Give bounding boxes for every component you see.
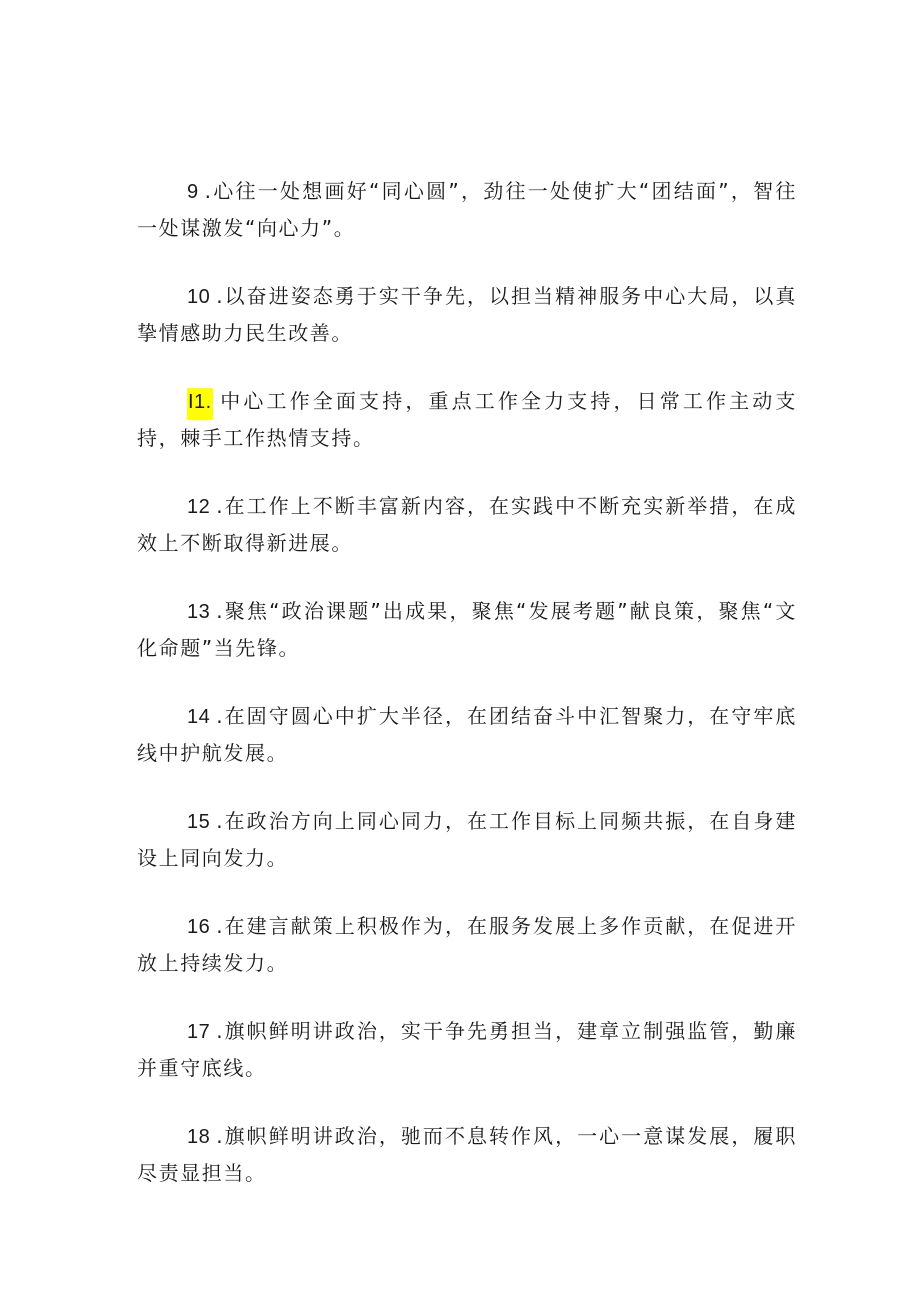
item-number: 13 [187,601,211,623]
item-text: .在工作上不断丰富新内容，在实践中不断充实新举措，在成效上不断取得新进展。 [137,494,797,555]
list-item [137,908,797,981]
item-number: 15 [187,811,211,833]
list-item [137,278,797,351]
item-number: 14 [187,706,211,728]
item-text: .在政治方向上同心同力，在工作目标上同频共振，在自身建设上同向发力。 [137,809,797,870]
document-body [137,173,797,1223]
item-text: .以奋进姿态勇于实干争先，以担当精神服务中心大局，以真挚情感助力民生改善。 [137,284,797,345]
item-text: .心往一处想画好“同心圆”，劲往一处使扩大“团结面”，智往一处谋激发“向心力”。 [137,179,797,240]
highlighted-item-number: I1. [187,388,213,420]
item-text: 中心工作全面支持，重点工作全力支持，日常工作主动支持，棘手工作热情支持。 [137,389,797,450]
list-item [137,488,797,561]
item-number: 9 [187,181,199,203]
list-item [137,698,797,771]
list-item [137,803,797,876]
item-number: 17 [187,1021,211,1043]
list-item-highlighted [137,383,797,456]
list-item [137,593,797,666]
list-item [137,1013,797,1086]
item-number: 18 [187,1126,211,1148]
item-number: 16 [187,916,211,938]
item-text: .聚焦“政治课题”出成果，聚焦“发展考题”献良策，聚焦“文化命题”当先锋。 [137,599,797,660]
item-text: .在固守圆心中扩大半径，在团结奋斗中汇智聚力，在守牢底线中护航发展。 [137,704,797,765]
item-number: 12 [187,496,211,518]
list-item [137,173,797,246]
item-number: 10 [187,286,211,308]
item-text: .在建言献策上积极作为，在服务发展上多作贡献，在促进开放上持续发力。 [137,914,797,975]
item-text: .旗帜鲜明讲政治，实干争先勇担当，建章立制强监管，勤廉并重守底线。 [137,1019,797,1080]
list-item [137,1118,797,1191]
item-text: .旗帜鲜明讲政治，驰而不息转作风，一心一意谋发展，履职尽责显担当。 [137,1124,797,1185]
